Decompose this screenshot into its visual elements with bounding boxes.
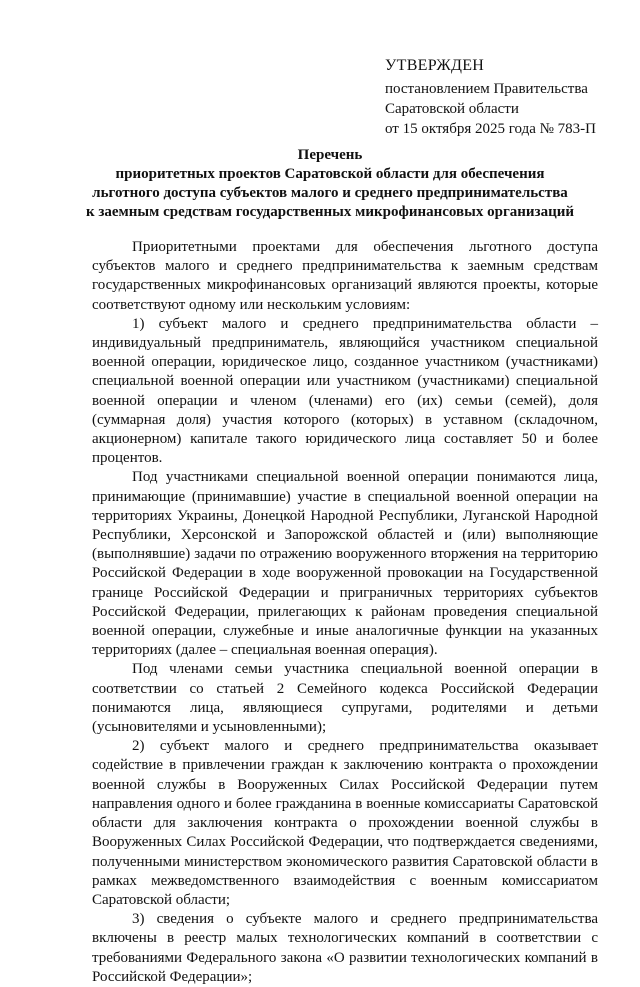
approval-heading: УТВЕРЖДЕН [385, 57, 485, 74]
paragraph-condition-2: 2) субъект малого и среднего предпринимательства оказывает содействие в привлечении граждан к заключению контракта о прохождении военной службы в Вооруженных Силах Российской Федерации путем направления одного и более гражданина в военные комиссариаты Саратовской области для заключения контракта о прохождении военной службы в Вооруженных Силах Российской Федерации, что подтверждается сведениями, полученными министерством экономического развития Саратовской области в рамках межведомственного взаимодействия с военным комиссариатом Саратовской области; [92, 738, 598, 908]
paragraph-condition-3: 3) сведения о субъекте малого и среднего предпринимательства включены в реестр малых технологических компаний в соответствии с требованиями Федерального закона «О развитии технологических компаний в Российской Федерации»; [92, 911, 598, 985]
title-line-2: льготного доступа субъектов малого и среднего предпринимательства [92, 185, 568, 201]
title-line-3: к заемным средствам государственных микрофинансовых организаций [85, 204, 575, 220]
document-body [92, 238, 598, 987]
paragraph-svo-participants: Под участниками специальной военной операции понимаются лица, принимающие (принимавшие) участие в специальной военной операции на территориях Украины, Донецкой Народной Республики, Луганской Народной Республики, Херсонской и Запорожской областей и (или) выполняющие (выполнявшие) задачи по отражению вооруженного вторжения на территорию Российской Федерации в ходе вооруженной провокации на Государственной границе Российской Федерации и приграничных территориях субъектов Российской Федерации, прилегающих к районам проведения специальной военной операции, служебные и иные аналогичные функции на указанных территориях (далее – специальная военная операция). [92, 469, 598, 659]
paragraph-intro: Приоритетными проектами для обеспечения льготного доступа субъектов малого и среднего предпринимательства к заемным средствам государственных микрофинансовых организаций являются проекты, которые соответствуют одному или нескольким условиям: [92, 239, 598, 313]
approval-stamp [385, 56, 625, 139]
title-word: Перечень [297, 147, 363, 163]
paragraph-family-members: Под членами семьи участника специальной военной операции в соответствии со статьей 2 Семейного кодекса Российской Федерации понимаются лица, являющиеся супругами, родителями и детьми (усыновителями и усыновленными); [92, 661, 598, 736]
title-line-1: приоритетных проектов Саратовской области для обеспечения [115, 166, 545, 182]
approval-line-1: постановлением Правительства [385, 81, 588, 97]
document-title [60, 146, 600, 222]
paragraph-condition-1: 1) субъект малого и среднего предпринимательства области – индивидуальный предприниматель, являющийся участником специальной военной операции, юридическое лицо, созданное участником (участниками) специальной военной операции или участником (участниками) специальной военной операции и членом (членами) его (их) семьи (семей), доля (суммарная доля) участия которого (которых) в уставном (складочном, акционерном) капитале такого юридического лица составляет 50 и более процентов. [92, 315, 598, 467]
approval-line-2: Саратовской области [385, 101, 519, 117]
approval-date-line: от 15 октября 2025 года № 783-П [385, 121, 597, 137]
